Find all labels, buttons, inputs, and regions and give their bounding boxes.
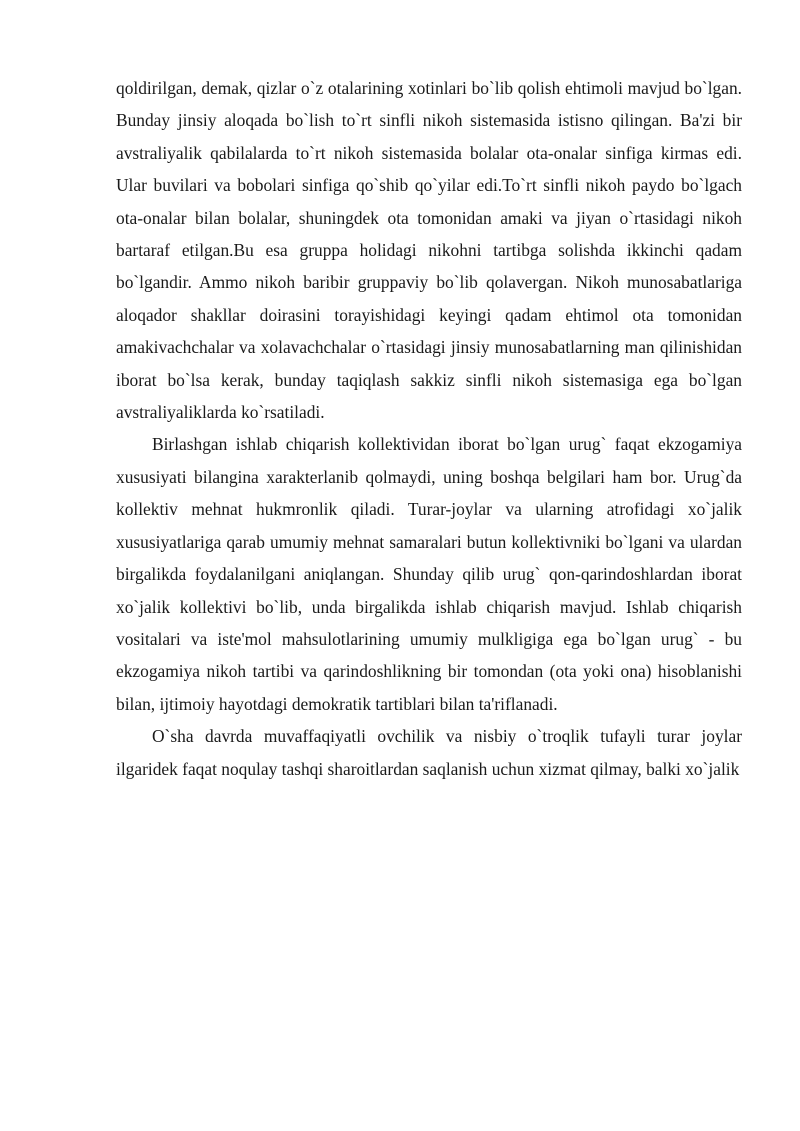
paragraph-continuation: qoldirilgan, demak, qizlar o`z otalarining xotinlari bo`lib qolish ehtimoli mavjud bo`lgan. Bunday jinsiy aloqada bo`lish to`rt sinfli nikoh sistemasida istisno qilingan. Ba'zi bir avstraliyalik qabilalarda to`rt nikoh sistemasida bolalar ota-onalar sinfiga kirmas edi. Ular buvilari va bobolari sinfiga qo`shib qo`yilar edi.To`rt sinfli nikoh paydo bo`lgach ota-onalar bilan bolalar, shuningdek ota tomonidan amaki va jiyan o`rtasidagi nikoh bartaraf etilgan.Bu esa gruppa holidagi nikohni tartibga solishda ikkinchi qadam bo`lgandir. Ammo nikoh baribir gruppaviy bo`lib qolavergan. Nikoh munosabatlariga aloqador shakllar doirasini torayishidagi keyingi qadam ehtimol ota tomonidan amakivachchalar va xolavachchalar o`rtasidagi jinsiy munosabatlarning man qilinishidan iborat bo`lsa kerak, bunday taqiqlash sakkiz sinfli nikoh sistemasiga ega bo`lgan avstraliyaliklarda ko`rsatiladi. bbox=[116, 78, 742, 423]
body-text bbox=[116, 72, 742, 785]
paragraph-osha-davrda: O`sha davrda muvaffaqiyatli ovchilik va nisbiy o`troqlik tufayli turar joylar ilgaridek faqat noqulay tashqi sharoitlardan saqlanish uchun xizmat qilmay, balki xo`jalik bbox=[116, 726, 742, 779]
paragraph-urug: Birlashgan ishlab chiqarish kollektividan iborat bo`lgan urug` faqat ekzogamiya xususiyati bilangina xarakterlanib qolmaydi, uning boshqa belgilari ham bor. Urug`da kollektiv mehnat hukmronlik qiladi. Turar-joylar va ularning atrofidagi xo`jalik xususiyatlariga qarab umumiy mehnat samaralari butun kollektivniki bo`lgani va ulardan birgalikda foydalanilgani aniqlangan. Shunday qilib urug` qon-qarindoshlardan iborat xo`jalik kollektivi bo`lib, unda birgalikda ishlab chiqarish mavjud. Ishlab chiqarish vositalari va iste'mol mahsulotlarining umumiy mulkligiga ega bo`lgan urug` - bu ekzogamiya nikoh tartibi va qarindoshlikning bir tomondan (ota yoki ona) hisoblanishi bilan, ijtimoiy hayotdagi demokratik tartiblari bilan ta'riflanadi. bbox=[116, 434, 742, 714]
